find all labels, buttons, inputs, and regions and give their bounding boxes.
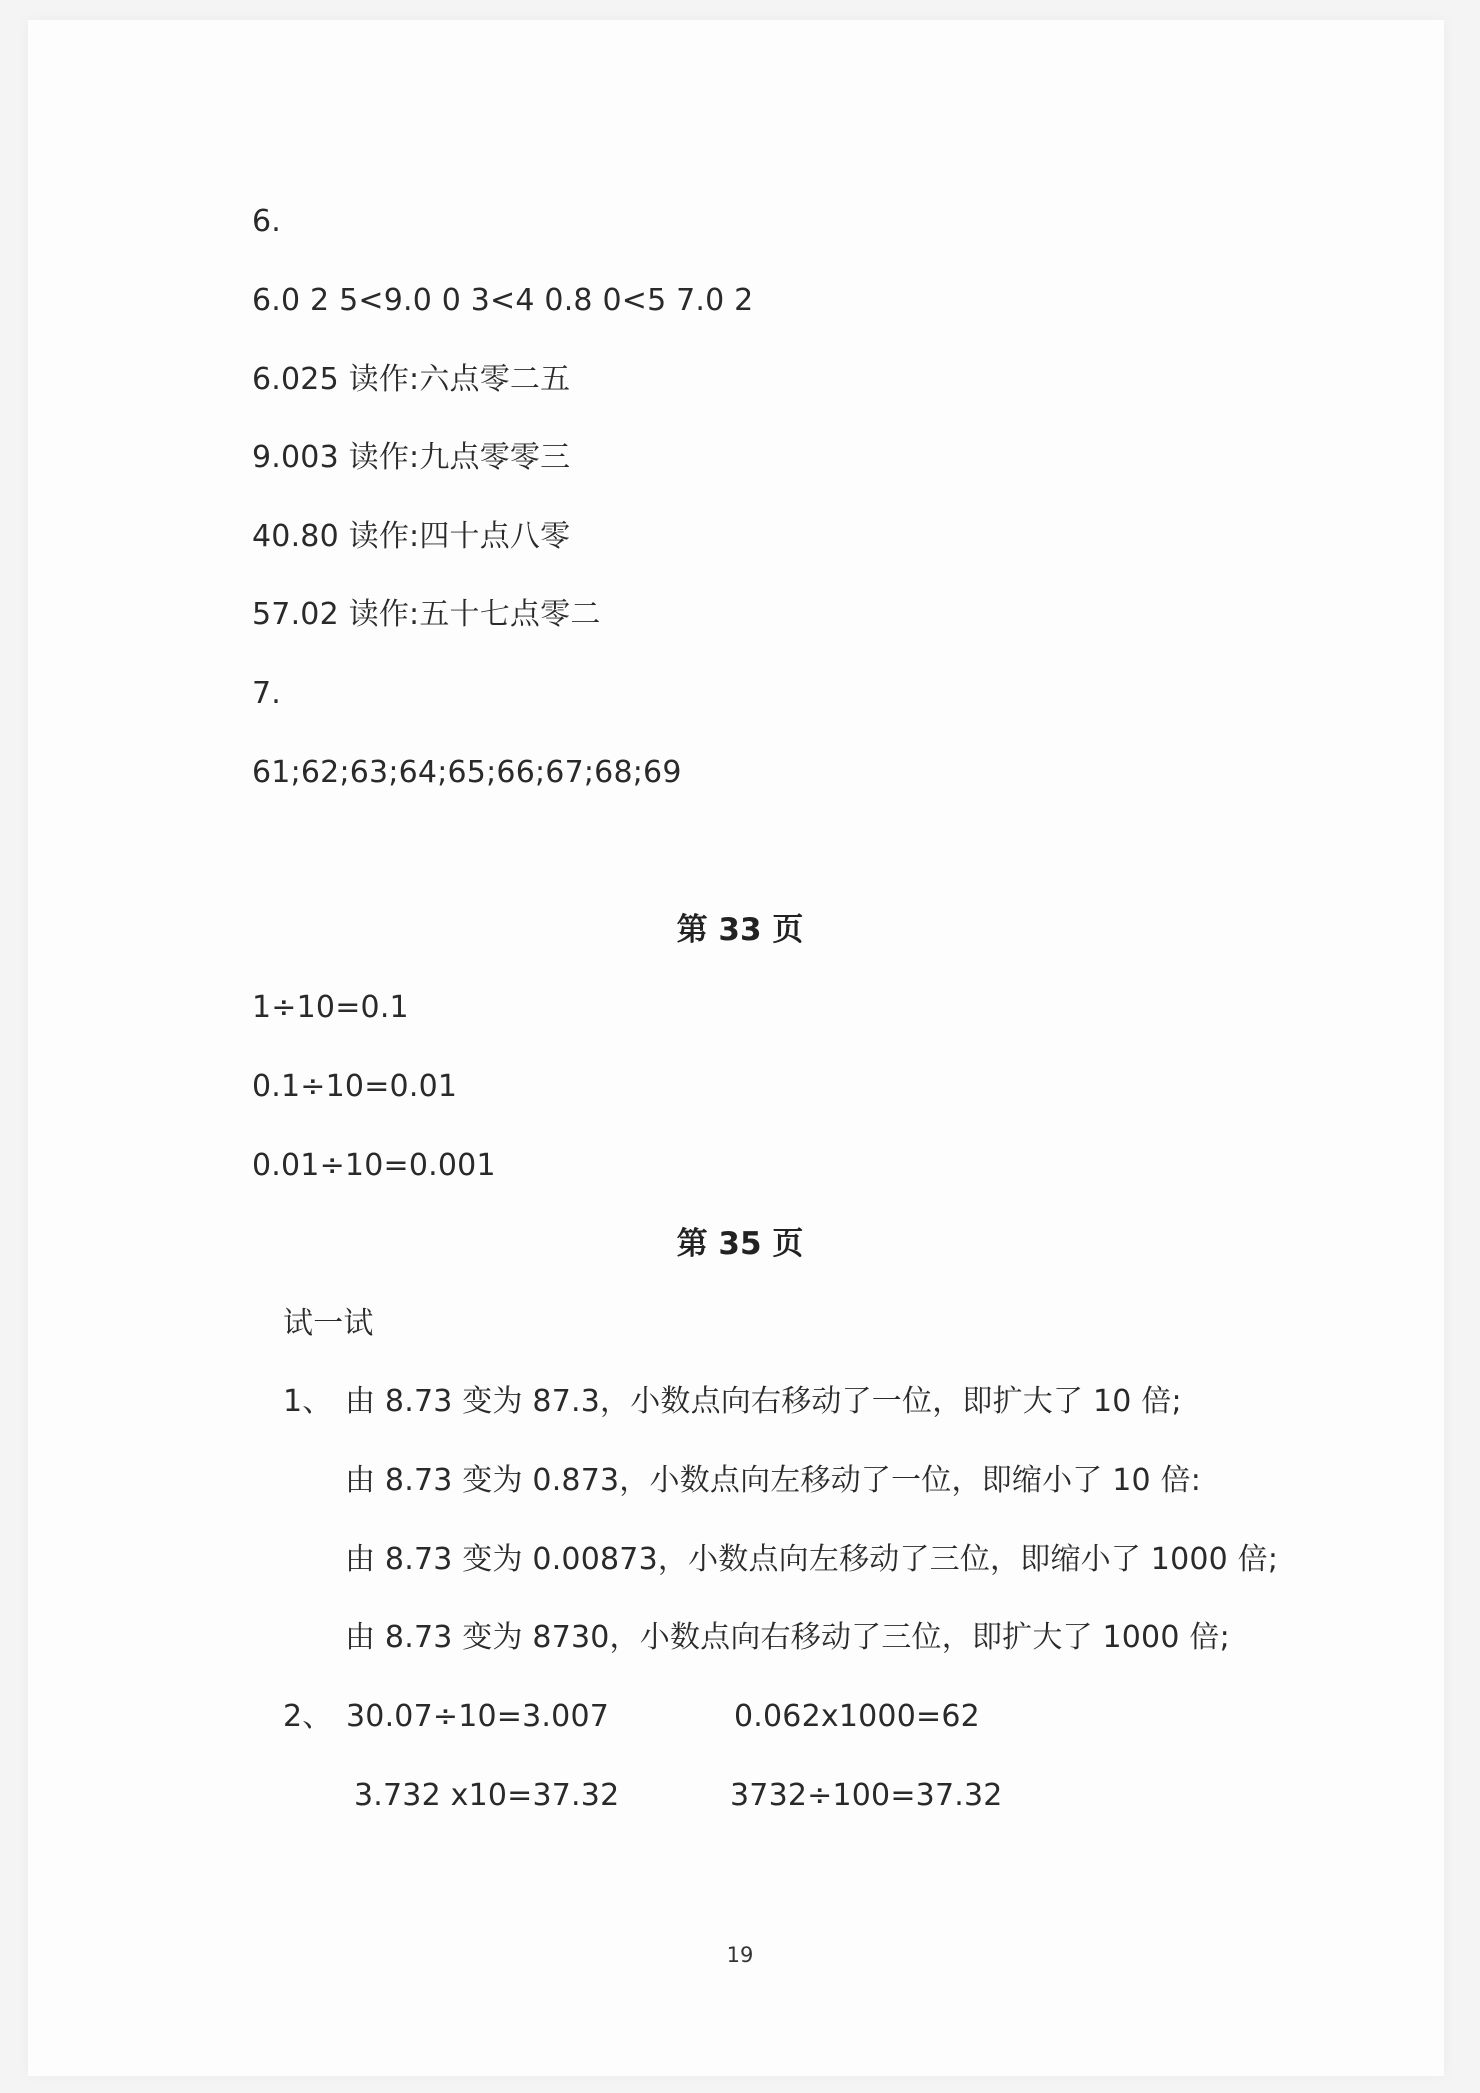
question-1-number: 1、 xyxy=(283,1384,333,1419)
comparison-line: 6.0 2 5<9.0 0 3<4 0.8 0<5 7.0 2 xyxy=(252,283,754,318)
explanation-line: 由 8.73 变为 87.3，小数点向右移动了一位，即扩大了 10 倍; xyxy=(345,1384,1182,1419)
reading-line: 40.80 读作:四十点八零 xyxy=(252,519,571,554)
number-sequence: 61;62;63;64;65;66;67;68;69 xyxy=(252,755,682,790)
calculation-item: 0.062x1000=62 xyxy=(734,1699,980,1734)
page-33-heading: 第 33 页 xyxy=(676,912,804,948)
calculation-item: 30.07÷10=3.007 xyxy=(346,1699,610,1734)
calculation-item: 3.732 x10=37.32 xyxy=(354,1778,620,1813)
explanation-line: 由 8.73 变为 0.873，小数点向左移动了一位，即缩小了 10 倍: xyxy=(345,1463,1202,1498)
division-line: 0.1÷10=0.01 xyxy=(252,1069,458,1104)
division-line: 1÷10=0.1 xyxy=(252,990,409,1025)
question-6-label: 6. xyxy=(252,204,282,239)
explanation-line: 由 8.73 变为 8730，小数点向右移动了三位，即扩大了 1000 倍; xyxy=(345,1620,1230,1655)
reading-line: 57.02 读作:五十七点零二 xyxy=(252,597,601,632)
page-35-heading: 第 35 页 xyxy=(676,1226,804,1262)
page-number: 19 xyxy=(726,1943,754,1967)
calculation-item: 3732÷100=37.32 xyxy=(730,1778,1003,1813)
reading-line: 6.025 读作:六点零二五 xyxy=(252,362,571,397)
question-2-number: 2、 xyxy=(283,1699,333,1734)
explanation-line: 由 8.73 变为 0.00873，小数点向左移动了三位，即缩小了 1000 倍; xyxy=(345,1542,1279,1577)
try-it-subheading: 试一试 xyxy=(283,1306,374,1341)
question-7-label: 7. xyxy=(252,676,282,711)
division-line: 0.01÷10=0.001 xyxy=(252,1148,496,1183)
reading-line: 9.003 读作:九点零零三 xyxy=(252,440,571,475)
document-page xyxy=(28,20,1444,2076)
